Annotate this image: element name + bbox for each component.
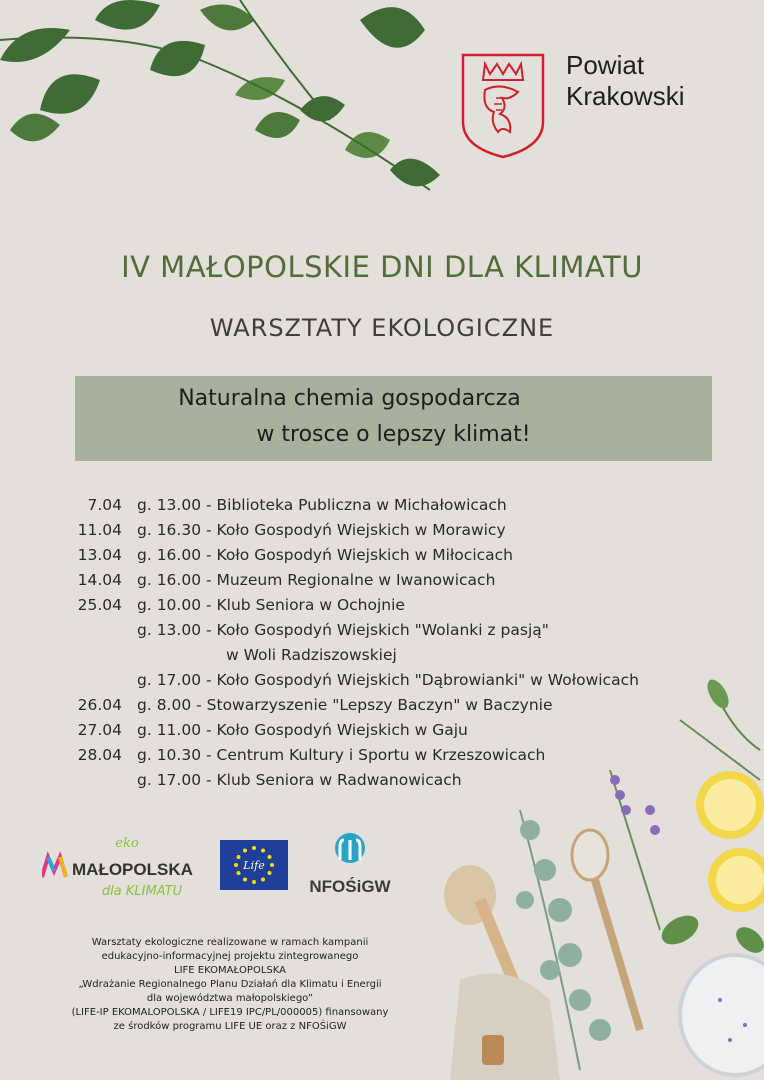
main-title: IV MAŁOPOLSKIE DNI DLA KLIMATU (121, 250, 643, 284)
schedule-entry: g. 13.00 - Koło Gospodyń Wiejskich "Wolanki z pasją" (137, 621, 549, 639)
footer-line: LIFE EKOMAŁOPOLSKA (174, 965, 286, 976)
schedule-entry: g. 13.00 - Biblioteka Publiczna w Michałowicach (137, 496, 507, 514)
footer-line: ze środków programu LIFE UE oraz z NFOŚiGW (113, 1021, 347, 1032)
banner-line-1: Naturalna chemia gospodarcza (178, 386, 521, 411)
schedule-entry: g. 16.30 - Koło Gospodyń Wiejskich w Morawicy (137, 521, 506, 539)
nfosigw-label: NFOŚiGW (309, 877, 391, 896)
topic-banner (75, 376, 712, 461)
leaves-decoration (0, 0, 450, 210)
county-name-line1: Powiat (566, 50, 645, 80)
eu-life-logo (220, 840, 288, 890)
eko-label: eko (115, 836, 139, 851)
malopolska-label: MAŁOPOLSKA (72, 860, 193, 879)
schedule-entry: w Woli Radziszowskiej (226, 646, 397, 664)
footer-note (20, 936, 440, 1034)
schedule-date: 13.04 (77, 546, 122, 564)
schedule-entry: g. 10.30 - Centrum Kultury i Sportu w Krzeszowicach (137, 746, 546, 764)
footer-line: „Wdrażanie Regionalnego Planu Działań dla Klimatu i Energii (78, 979, 382, 990)
dla-klimatu-label: dla KLIMATU (101, 884, 183, 899)
coat-of-arms-icon (460, 52, 546, 160)
schedule-date: 14.04 (77, 571, 122, 589)
schedule-entry: g. 16.00 - Muzeum Regionalne w Iwanowicach (137, 571, 496, 589)
footer-line: Warsztaty ekologiczne realizowane w ramach kampanii (91, 937, 369, 948)
footer-line: (LIFE-IP EKOMALOPOLSKA / LIFE19 IPC/PL/000005) finansowany (71, 1007, 389, 1018)
schedule-date: 25.04 (77, 596, 122, 614)
schedule-entry: g. 17.00 - Koło Gospodyń Wiejskich "Dąbrowianki" w Wołowicach (137, 671, 639, 689)
schedule-entry: g. 11.00 - Koło Gospodyń Wiejskich w Gaju (137, 721, 468, 739)
schedule-date: 28.04 (77, 746, 122, 764)
footer-line: edukacyjno-informacyjnej projektu zintegrowanego (101, 951, 359, 962)
schedule-entry: g. 17.00 - Klub Seniora w Radwanowicach (137, 771, 462, 789)
schedule-entry: g. 16.00 - Koło Gospodyń Wiejskich w Miłocicach (137, 546, 513, 564)
nfosigw-logo (300, 830, 400, 900)
schedule-date: 26.04 (77, 696, 122, 714)
schedule-date: 11.04 (77, 521, 122, 539)
county-name (566, 50, 684, 112)
banner-line-2: w trosce o lepszy klimat! (256, 422, 531, 447)
life-label: Life (243, 859, 265, 872)
footer-line: dla województwa małopolskiego” (146, 993, 314, 1004)
schedule-date: 7.04 (87, 496, 122, 514)
eu-stars-icon (220, 840, 288, 890)
schedule-entry: g. 8.00 - Stowarzyszenie "Lepszy Baczyn" w Baczynie (137, 696, 553, 714)
herbs-decoration (430, 670, 764, 1080)
county-name-line2: Krakowski (566, 81, 685, 111)
schedule-entry: g. 10.00 - Klub Seniora w Ochojnie (137, 596, 405, 614)
sub-title: WARSZTATY EKOLOGICZNE (209, 314, 555, 342)
schedule-date: 27.04 (77, 721, 122, 739)
ekomalopolska-logo (42, 835, 212, 905)
